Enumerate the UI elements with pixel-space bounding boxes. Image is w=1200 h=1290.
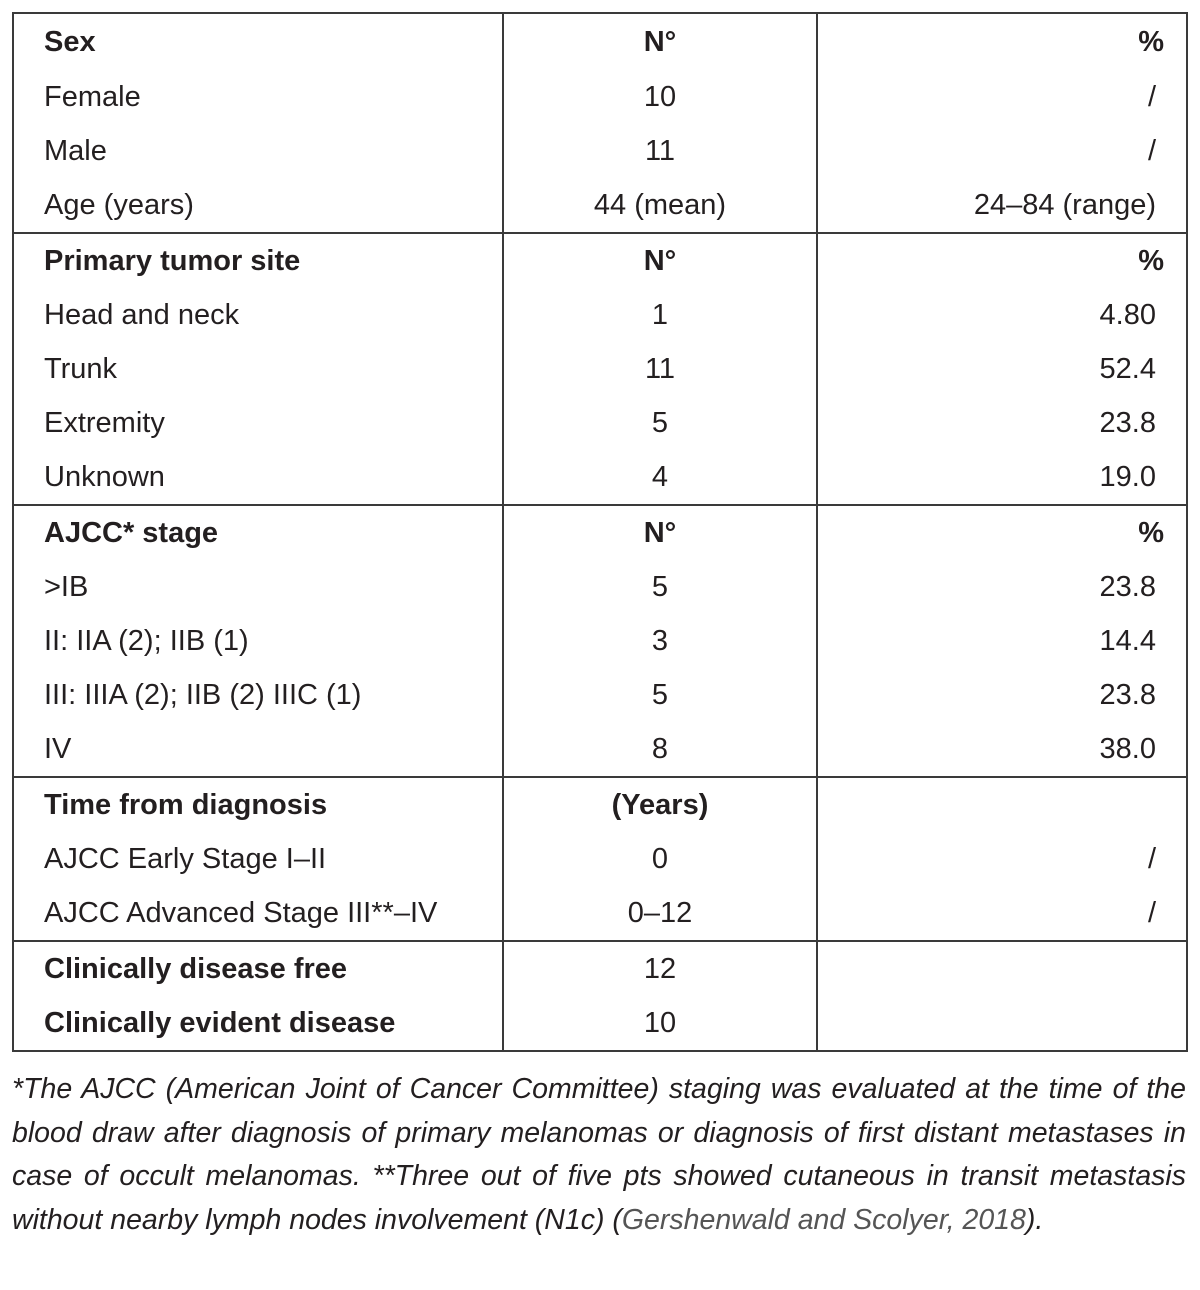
section-sex [13, 13, 1187, 233]
row-label: Age (years) [13, 178, 503, 233]
table-row [13, 124, 1187, 178]
footnote-text: *The AJCC (American Joint of Cancer Committee) staging was evaluated at the time of the blood draw after diagnosis of primary melanomas or diagnosis of first distant metastases in case of occult melanomas. **Three out of five pts showed cutaneous in transit metastasis without nearby lymph nodes involvement (N1c) ( [12, 1073, 1186, 1236]
section-header-row [13, 777, 1187, 832]
section-header-row [13, 505, 1187, 560]
table-footnote [12, 1068, 1186, 1242]
table-row [13, 396, 1187, 450]
row-count: 11 [503, 124, 817, 178]
header-percent: % [817, 13, 1187, 70]
row-percent [817, 996, 1187, 1051]
row-count: 0–12 [503, 886, 817, 941]
section-ajcc-stage [13, 505, 1187, 777]
row-label: III: IIIA (2); IIB (2) IIIC (1) [13, 668, 503, 722]
table-row [13, 886, 1187, 941]
row-count: 8 [503, 722, 817, 777]
table-row [13, 70, 1187, 124]
row-count: 0 [503, 832, 817, 886]
table-row [13, 722, 1187, 777]
header-percent [817, 777, 1187, 832]
header-label: AJCC* stage [13, 505, 503, 560]
characteristics-table-container [12, 12, 1186, 1052]
table-row [13, 614, 1187, 668]
row-count: 5 [503, 560, 817, 614]
row-percent: 4.80 [817, 288, 1187, 342]
row-percent: 19.0 [817, 450, 1187, 505]
table-row [13, 178, 1187, 233]
row-percent: 52.4 [817, 342, 1187, 396]
table-row [13, 996, 1187, 1051]
section-time-from-diagnosis [13, 777, 1187, 941]
row-label: Unknown [13, 450, 503, 505]
footnote-citation-link[interactable]: Gershenwald and Scolyer, 2018 [621, 1203, 1026, 1236]
row-percent: / [817, 124, 1187, 178]
row-label: Female [13, 70, 503, 124]
table-row [13, 288, 1187, 342]
row-count: 5 [503, 396, 817, 450]
row-percent: 14.4 [817, 614, 1187, 668]
row-count: 1 [503, 288, 817, 342]
row-percent: / [817, 70, 1187, 124]
row-percent: / [817, 832, 1187, 886]
row-percent: 23.8 [817, 668, 1187, 722]
section-disease-status [13, 941, 1187, 1051]
table-row [13, 560, 1187, 614]
patient-characteristics-table [12, 12, 1188, 1052]
row-label: Head and neck [13, 288, 503, 342]
row-percent: 23.8 [817, 560, 1187, 614]
header-count: N° [503, 13, 817, 70]
row-label: II: IIA (2); IIB (1) [13, 614, 503, 668]
row-label: >IB [13, 560, 503, 614]
row-count: 10 [503, 996, 817, 1051]
row-count: 4 [503, 450, 817, 505]
header-count: N° [503, 233, 817, 288]
table-row [13, 450, 1187, 505]
section-header-row [13, 13, 1187, 70]
row-percent: 38.0 [817, 722, 1187, 777]
header-label: Primary tumor site [13, 233, 503, 288]
header-percent: % [817, 233, 1187, 288]
table-row [13, 832, 1187, 886]
row-count: 5 [503, 668, 817, 722]
table-row [13, 342, 1187, 396]
header-count: (Years) [503, 777, 817, 832]
row-percent: / [817, 886, 1187, 941]
section-primary-tumor-site [13, 233, 1187, 505]
table-row [13, 941, 1187, 996]
row-label: AJCC Early Stage I–II [13, 832, 503, 886]
row-count: 3 [503, 614, 817, 668]
row-label: Clinically evident disease [13, 996, 503, 1051]
row-label: AJCC Advanced Stage III**–IV [13, 886, 503, 941]
row-count: 12 [503, 941, 817, 996]
row-percent [817, 941, 1187, 996]
footnote-end: ). [1025, 1203, 1044, 1236]
row-label: Male [13, 124, 503, 178]
header-percent: % [817, 505, 1187, 560]
row-count: 11 [503, 342, 817, 396]
table-row [13, 668, 1187, 722]
header-label: Sex [13, 13, 503, 70]
row-percent: 24–84 (range) [817, 178, 1187, 233]
row-count: 10 [503, 70, 817, 124]
header-count: N° [503, 505, 817, 560]
row-label: Clinically disease free [13, 941, 503, 996]
row-label: Extremity [13, 396, 503, 450]
section-header-row [13, 233, 1187, 288]
row-count: 44 (mean) [503, 178, 817, 233]
row-percent: 23.8 [817, 396, 1187, 450]
header-label: Time from diagnosis [13, 777, 503, 832]
row-label: IV [13, 722, 503, 777]
row-label: Trunk [13, 342, 503, 396]
